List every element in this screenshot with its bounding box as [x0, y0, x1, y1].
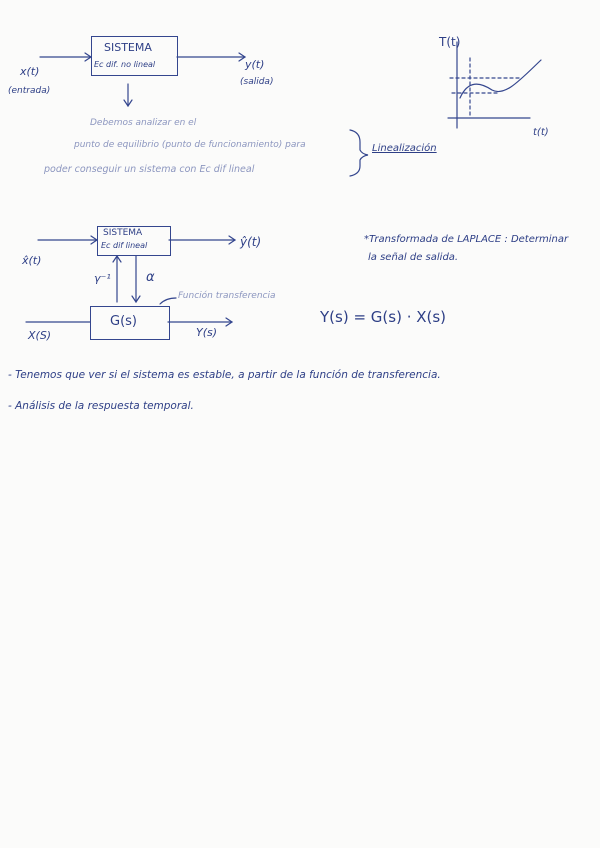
output-note-1: (salida) [240, 77, 274, 87]
output-label-2: ŷ(t) [240, 235, 262, 249]
linear-box-title: SISTEMA [103, 228, 143, 238]
input-note-1: (entrada) [8, 86, 51, 96]
transfer-note-pointer [160, 298, 176, 304]
output-label-1: y(t) [245, 58, 265, 71]
transfer-box-label: G(s) [110, 314, 137, 329]
graph-y-label: T(t) [439, 35, 461, 49]
linearization-label: Linealización [372, 143, 437, 154]
linearization-brace [350, 130, 368, 176]
note-stability: - Tenemos que ver si el sistema es estable, a partir de la función de transferencia. [8, 369, 441, 381]
left-arrow-symbol: γ⁻¹ [94, 272, 111, 285]
nonlinear-box-title: SISTEMA [104, 41, 152, 54]
linearization-line-2: punto de equilibrio (punto de funcionamiento) para [74, 140, 306, 150]
transfer-output-label: Y(s) [196, 326, 218, 339]
nonlinear-box-subtitle: Ec dif. no lineal [94, 60, 156, 69]
input-label-1: x(t) [20, 65, 40, 78]
graph-curve [460, 60, 541, 98]
laplace-line-2: la señal de salida. [368, 252, 459, 263]
linear-box-subtitle: Ec dif lineal [101, 241, 148, 250]
graph-x-label: t(t) [533, 127, 549, 138]
linearization-line-1: Debemos analizar en el [90, 118, 197, 128]
linearization-line-3: poder conseguir un sistema con Ec dif lineal [44, 164, 255, 175]
input-label-2: x̂(t) [22, 254, 42, 267]
transfer-equation: Y(s) = G(s) · X(s) [320, 308, 447, 326]
laplace-line-1: *Transformada de LAPLACE : Determinar [364, 234, 569, 245]
transfer-note: Función transferencia [178, 291, 276, 301]
transfer-input-label: X(S) [28, 329, 52, 342]
right-arrow-symbol: α [146, 270, 155, 285]
note-temporal-response: - Análisis de la respuesta temporal. [8, 400, 194, 412]
